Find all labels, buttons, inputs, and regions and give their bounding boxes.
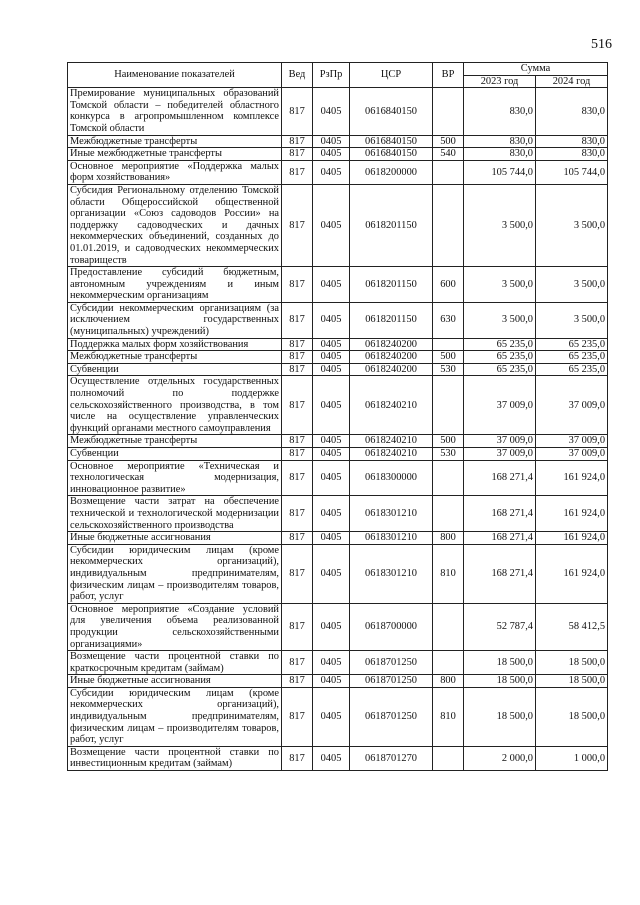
- rzpr-cell: 0405: [313, 435, 350, 448]
- header-csr: ЦСР: [350, 63, 433, 88]
- vr-cell: [433, 184, 464, 266]
- value-2024-cell: 830,0: [536, 148, 608, 161]
- name-cell: Межбюджетные трансферты: [68, 135, 282, 148]
- vr-cell: 540: [433, 148, 464, 161]
- value-2024-cell: 58 412,5: [536, 603, 608, 650]
- name-cell: Основное мероприятие «Техническая и технологическая модернизация, инновационное развитие»: [68, 460, 282, 496]
- csr-cell: 0618201150: [350, 184, 433, 266]
- header-sum: Сумма: [464, 63, 608, 76]
- csr-cell: 0618201150: [350, 267, 433, 303]
- value-2023-cell: 65 235,0: [464, 363, 536, 376]
- value-2024-cell: 37 009,0: [536, 435, 608, 448]
- table-row: [68, 448, 608, 461]
- table-row: [68, 135, 608, 148]
- ved-cell: 817: [282, 376, 313, 435]
- vr-cell: 600: [433, 267, 464, 303]
- csr-cell: 0618240200: [350, 363, 433, 376]
- csr-cell: 0618701250: [350, 675, 433, 688]
- rzpr-cell: 0405: [313, 460, 350, 496]
- value-2024-cell: 830,0: [536, 135, 608, 148]
- rzpr-cell: 0405: [313, 746, 350, 770]
- ved-cell: 817: [282, 351, 313, 364]
- rzpr-cell: 0405: [313, 651, 350, 675]
- rzpr-cell: 0405: [313, 184, 350, 266]
- csr-cell: 0618301210: [350, 496, 433, 532]
- rzpr-cell: 0405: [313, 267, 350, 303]
- value-2023-cell: 830,0: [464, 148, 536, 161]
- header-year-2024: 2024 год: [536, 75, 608, 88]
- table-row: [68, 675, 608, 688]
- vr-cell: [433, 88, 464, 135]
- name-cell: Возмещение части процентной ставки по инвестиционным кредитам (займам): [68, 746, 282, 770]
- header-year-2023: 2023 год: [464, 75, 536, 88]
- vr-cell: 800: [433, 532, 464, 545]
- vr-cell: [433, 603, 464, 650]
- value-2024-cell: 37 009,0: [536, 376, 608, 435]
- vr-cell: 500: [433, 351, 464, 364]
- ved-cell: 817: [282, 267, 313, 303]
- name-cell: Иные бюджетные ассигнования: [68, 675, 282, 688]
- csr-cell: 0618301210: [350, 544, 433, 603]
- table-row: [68, 160, 608, 184]
- rzpr-cell: 0405: [313, 363, 350, 376]
- ved-cell: 817: [282, 135, 313, 148]
- csr-cell: 0616840150: [350, 88, 433, 135]
- ved-cell: 817: [282, 148, 313, 161]
- csr-cell: 0618201150: [350, 302, 433, 338]
- header-ved: Вед: [282, 63, 313, 88]
- name-cell: Иные бюджетные ассигнования: [68, 532, 282, 545]
- value-2024-cell: 1 000,0: [536, 746, 608, 770]
- value-2023-cell: 65 235,0: [464, 338, 536, 351]
- ved-cell: 817: [282, 496, 313, 532]
- value-2024-cell: 3 500,0: [536, 302, 608, 338]
- rzpr-cell: 0405: [313, 376, 350, 435]
- vr-cell: 630: [433, 302, 464, 338]
- name-cell: Основное мероприятие «Поддержка малых форм хозяйствования»: [68, 160, 282, 184]
- table-row: [68, 363, 608, 376]
- value-2023-cell: 2 000,0: [464, 746, 536, 770]
- table-row: [68, 267, 608, 303]
- value-2023-cell: 52 787,4: [464, 603, 536, 650]
- value-2024-cell: 3 500,0: [536, 267, 608, 303]
- value-2023-cell: 830,0: [464, 135, 536, 148]
- name-cell: Субсидии некоммерческим организациям (за исключением государственных (муниципальных) учреждений): [68, 302, 282, 338]
- rzpr-cell: 0405: [313, 675, 350, 688]
- vr-cell: [433, 746, 464, 770]
- value-2024-cell: 161 924,0: [536, 460, 608, 496]
- value-2023-cell: 168 271,4: [464, 544, 536, 603]
- ved-cell: 817: [282, 88, 313, 135]
- csr-cell: 0618240200: [350, 338, 433, 351]
- table-row: [68, 687, 608, 746]
- ved-cell: 817: [282, 544, 313, 603]
- name-cell: Осуществление отдельных государственных полномочий по поддержке сельскохозяйственного производства, в том числе на осуществление управленческих функций органами местного самоуправления: [68, 376, 282, 435]
- ved-cell: 817: [282, 363, 313, 376]
- vr-cell: 530: [433, 448, 464, 461]
- csr-cell: 0618300000: [350, 460, 433, 496]
- csr-cell: 0618240210: [350, 435, 433, 448]
- value-2024-cell: 161 924,0: [536, 496, 608, 532]
- name-cell: Предоставление субсидий бюджетным, автономным учреждениям и иным некоммерческим организациям: [68, 267, 282, 303]
- csr-cell: 0618701250: [350, 651, 433, 675]
- ved-cell: 817: [282, 603, 313, 650]
- value-2023-cell: 3 500,0: [464, 184, 536, 266]
- rzpr-cell: 0405: [313, 88, 350, 135]
- page-number: 516: [591, 37, 612, 52]
- table-row: [68, 148, 608, 161]
- ved-cell: 817: [282, 160, 313, 184]
- rzpr-cell: 0405: [313, 603, 350, 650]
- csr-cell: 0618700000: [350, 603, 433, 650]
- table-row: [68, 88, 608, 135]
- budget-table: [67, 62, 608, 771]
- vr-cell: [433, 160, 464, 184]
- rzpr-cell: 0405: [313, 496, 350, 532]
- vr-cell: 810: [433, 687, 464, 746]
- csr-cell: 0618240210: [350, 376, 433, 435]
- table-row: [68, 651, 608, 675]
- rzpr-cell: 0405: [313, 160, 350, 184]
- value-2023-cell: 3 500,0: [464, 267, 536, 303]
- ved-cell: 817: [282, 460, 313, 496]
- name-cell: Премирование муниципальных образований Томской области – победителей областного конкурса в агропромышленном комплексе Томской области: [68, 88, 282, 135]
- value-2023-cell: 168 271,4: [464, 460, 536, 496]
- rzpr-cell: 0405: [313, 544, 350, 603]
- name-cell: Субсидии юридическим лицам (кроме некоммерческих организаций), индивидуальным предпринимателям, физическим лицам – производителям товаров, работ, услуг: [68, 687, 282, 746]
- name-cell: Основное мероприятие «Создание условий для увеличения объема реализованной продукции сельскохозяйственными организациями»: [68, 603, 282, 650]
- value-2024-cell: 65 235,0: [536, 351, 608, 364]
- rzpr-cell: 0405: [313, 448, 350, 461]
- name-cell: Возмещение части процентной ставки по краткосрочным кредитам (займам): [68, 651, 282, 675]
- value-2023-cell: 3 500,0: [464, 302, 536, 338]
- header-name: Наименование показателей: [68, 63, 282, 88]
- name-cell: Возмещение части затрат на обеспечение технической и технологической модернизации сельскохозяйственного производства: [68, 496, 282, 532]
- name-cell: Поддержка малых форм хозяйствования: [68, 338, 282, 351]
- value-2024-cell: 3 500,0: [536, 184, 608, 266]
- value-2024-cell: 18 500,0: [536, 675, 608, 688]
- vr-cell: 500: [433, 135, 464, 148]
- value-2024-cell: 65 235,0: [536, 338, 608, 351]
- rzpr-cell: 0405: [313, 302, 350, 338]
- value-2024-cell: 37 009,0: [536, 448, 608, 461]
- csr-cell: 0618701270: [350, 746, 433, 770]
- ved-cell: 817: [282, 651, 313, 675]
- table-row: [68, 338, 608, 351]
- value-2023-cell: 18 500,0: [464, 651, 536, 675]
- rzpr-cell: 0405: [313, 351, 350, 364]
- csr-cell: 0618240210: [350, 448, 433, 461]
- name-cell: Межбюджетные трансферты: [68, 351, 282, 364]
- csr-cell: 0616840150: [350, 135, 433, 148]
- ved-cell: 817: [282, 184, 313, 266]
- vr-cell: [433, 496, 464, 532]
- vr-cell: 500: [433, 435, 464, 448]
- header-vr: ВР: [433, 63, 464, 88]
- ved-cell: 817: [282, 746, 313, 770]
- value-2023-cell: 18 500,0: [464, 675, 536, 688]
- csr-cell: 0618240200: [350, 351, 433, 364]
- value-2023-cell: 37 009,0: [464, 435, 536, 448]
- name-cell: Межбюджетные трансферты: [68, 435, 282, 448]
- table-header: [68, 63, 608, 88]
- vr-cell: [433, 338, 464, 351]
- table-row: [68, 184, 608, 266]
- table-row: [68, 435, 608, 448]
- value-2023-cell: 105 744,0: [464, 160, 536, 184]
- name-cell: Субсидия Региональному отделению Томской области Общероссийской общественной организации «Союз садоводов России» на поддержку садоводческих и дачных некоммерческих объединений, созданных до 01.01.2019, и садоводческих некоммерческих товариществ: [68, 184, 282, 266]
- vr-cell: [433, 376, 464, 435]
- csr-cell: 0618701250: [350, 687, 433, 746]
- ved-cell: 817: [282, 687, 313, 746]
- value-2023-cell: 37 009,0: [464, 376, 536, 435]
- ved-cell: 817: [282, 675, 313, 688]
- value-2023-cell: 168 271,4: [464, 532, 536, 545]
- value-2024-cell: 830,0: [536, 88, 608, 135]
- ved-cell: 817: [282, 338, 313, 351]
- table-row: [68, 532, 608, 545]
- rzpr-cell: 0405: [313, 338, 350, 351]
- csr-cell: 0616840150: [350, 148, 433, 161]
- table-row: [68, 460, 608, 496]
- value-2024-cell: 18 500,0: [536, 687, 608, 746]
- value-2024-cell: 105 744,0: [536, 160, 608, 184]
- table-row: [68, 496, 608, 532]
- csr-cell: 0618200000: [350, 160, 433, 184]
- value-2023-cell: 18 500,0: [464, 687, 536, 746]
- value-2024-cell: 18 500,0: [536, 651, 608, 675]
- vr-cell: [433, 460, 464, 496]
- value-2024-cell: 161 924,0: [536, 544, 608, 603]
- vr-cell: 800: [433, 675, 464, 688]
- ved-cell: 817: [282, 448, 313, 461]
- ved-cell: 817: [282, 302, 313, 338]
- vr-cell: [433, 651, 464, 675]
- table-row: [68, 746, 608, 770]
- name-cell: Иные межбюджетные трансферты: [68, 148, 282, 161]
- table-row: [68, 603, 608, 650]
- value-2023-cell: 830,0: [464, 88, 536, 135]
- ved-cell: 817: [282, 435, 313, 448]
- rzpr-cell: 0405: [313, 532, 350, 545]
- rzpr-cell: 0405: [313, 687, 350, 746]
- table-body: [68, 88, 608, 771]
- rzpr-cell: 0405: [313, 135, 350, 148]
- header-rzpr: РзПр: [313, 63, 350, 88]
- vr-cell: 530: [433, 363, 464, 376]
- name-cell: Субсидии юридическим лицам (кроме некоммерческих организаций), индивидуальным предпринимателям, физическим лицам – производителям товаров, работ, услуг: [68, 544, 282, 603]
- value-2023-cell: 65 235,0: [464, 351, 536, 364]
- value-2023-cell: 168 271,4: [464, 496, 536, 532]
- name-cell: Субвенции: [68, 448, 282, 461]
- name-cell: Субвенции: [68, 363, 282, 376]
- table-row: [68, 376, 608, 435]
- table-row: [68, 544, 608, 603]
- csr-cell: 0618301210: [350, 532, 433, 545]
- rzpr-cell: 0405: [313, 148, 350, 161]
- vr-cell: 810: [433, 544, 464, 603]
- value-2023-cell: 37 009,0: [464, 448, 536, 461]
- table-row: [68, 351, 608, 364]
- table-row: [68, 302, 608, 338]
- ved-cell: 817: [282, 532, 313, 545]
- value-2024-cell: 65 235,0: [536, 363, 608, 376]
- value-2024-cell: 161 924,0: [536, 532, 608, 545]
